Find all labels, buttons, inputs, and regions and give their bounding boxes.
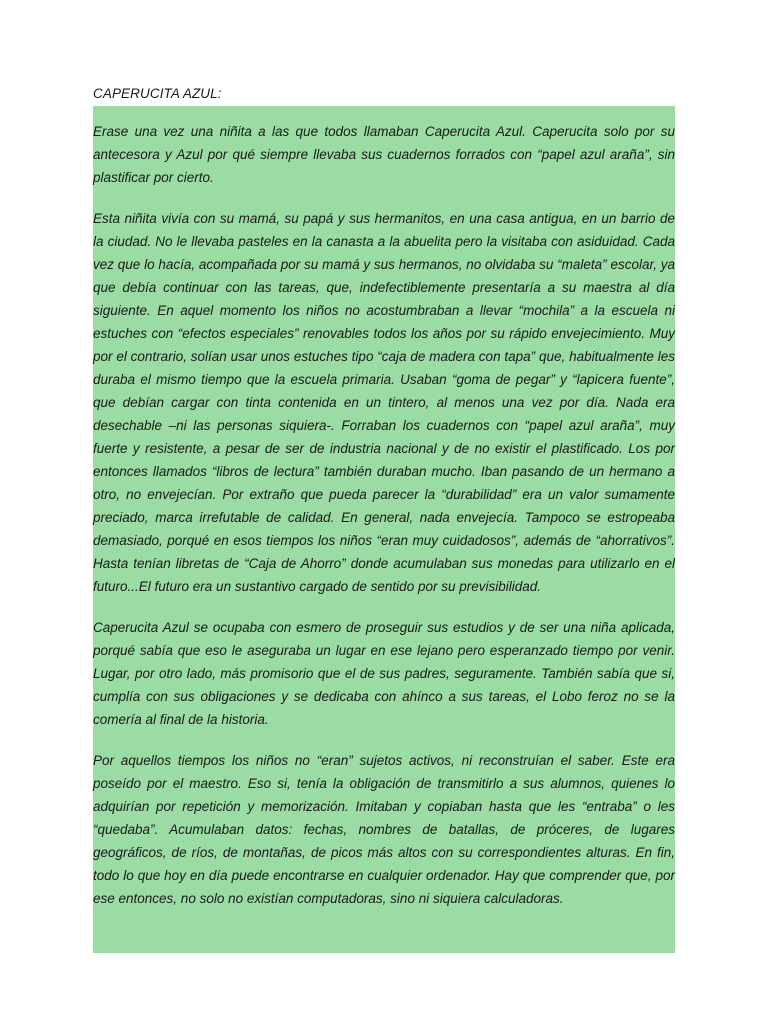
- highlighted-text-block: [93, 106, 675, 953]
- paragraph-1: Erase una vez una niñita a las que todos llamaban Caperucita Azul. Caperucita solo por su antecesora y Azul por qué siempre llevaba sus cuadernos forrados con “papel azul araña”, sin plastificar por cierto.: [93, 124, 675, 185]
- paragraph-2: Esta niñita vivía con su mamá, su papá y sus hermanitos, en una casa antigua, en un barrio de la ciudad. No le llevaba pasteles en la canasta a la abuelita pero la visitaba con asiduidad. Cada vez que lo hacía, acompañada por su mamá y sus hermanos, no olvidaba su “maleta” escolar, ya que debía continuar con las tareas, que, indefectiblemente presentaría a su maestra al día siguiente. En aquel momento los niños no acostumbraban a llevar “mochila” a la escuela ni estuches con “efectos especiales” renovables todos los años por su rápido envejecimiento. Muy por el contrario, solían usar unos estuches tipo “caja de madera con tapa” que, habitualmente les duraba el mismo tiempo que la escuela primaria. Usaban “goma de pegar” y “lapicera fuente”, que debían cargar con tinta contenida en un tintero, al menos una vez por día. Nada era desechable –ni las personas siquiera-. Forraban los cuadernos con “papel azul araña”, muy fuerte y resistente, a pesar de ser de industria nacional y de no existir el plastificado. Los por entonces llamados “libros de lectura” también duraban mucho. Iban pasando de un hermano a otro, no envejecían. Por extraño que pueda parecer la “durabilidad” era un valor sumamente preciado, marca irrefutable de calidad. En general, nada envejecía. Tampoco se estropeaba demasiado, porqué en esos tiempos los niños “eran muy cuidadosos”, además de “ahorrativos”. Hasta tenían libretas de “Caja de Ahorro” donde acumulaban sus monedas para utilizarlo en el futuro...El futuro era un sustantivo cargado de sentido por su previsibilidad.: [93, 211, 675, 594]
- paragraph-4: Por aquellos tiempos los niños no “eran” sujetos activos, ni reconstruían el saber. Este era poseído por el maestro. Eso si, tenía la obligación de transmitirlo a sus alumnos, quienes lo adquirían por repetición y memorización. Imitaban y copiaban hasta que les “entraba” o les “quedaba”. Acumulaban datos: fechas, nombres de batallas, de próceres, de lugares geográficos, de ríos, de montañas, de picos más altos con su correspondientes alturas. En fin, todo lo que hoy en día puede encontrarse en cualquier ordenador. Hay que comprender que, por ese entonces, no solo no existían computadoras, sino ni siquiera calculadoras.: [93, 753, 675, 906]
- paragraph-3: Caperucita Azul se ocupaba con esmero de proseguir sus estudios y de ser una niña aplicada, porqué sabía que eso le aseguraba un lugar en ese lejano pero esperanzado tiempo por venir. Lugar, por otro lado, más promisorio que el de sus padres, seguramente. También sabía que si, cumplía con sus obligaciones y se dedicaba con ahínco a sus tareas, el Lobo feroz no se la comería al final de la historia.: [93, 620, 675, 727]
- document-title: CAPERUCITA AZUL:: [93, 86, 222, 101]
